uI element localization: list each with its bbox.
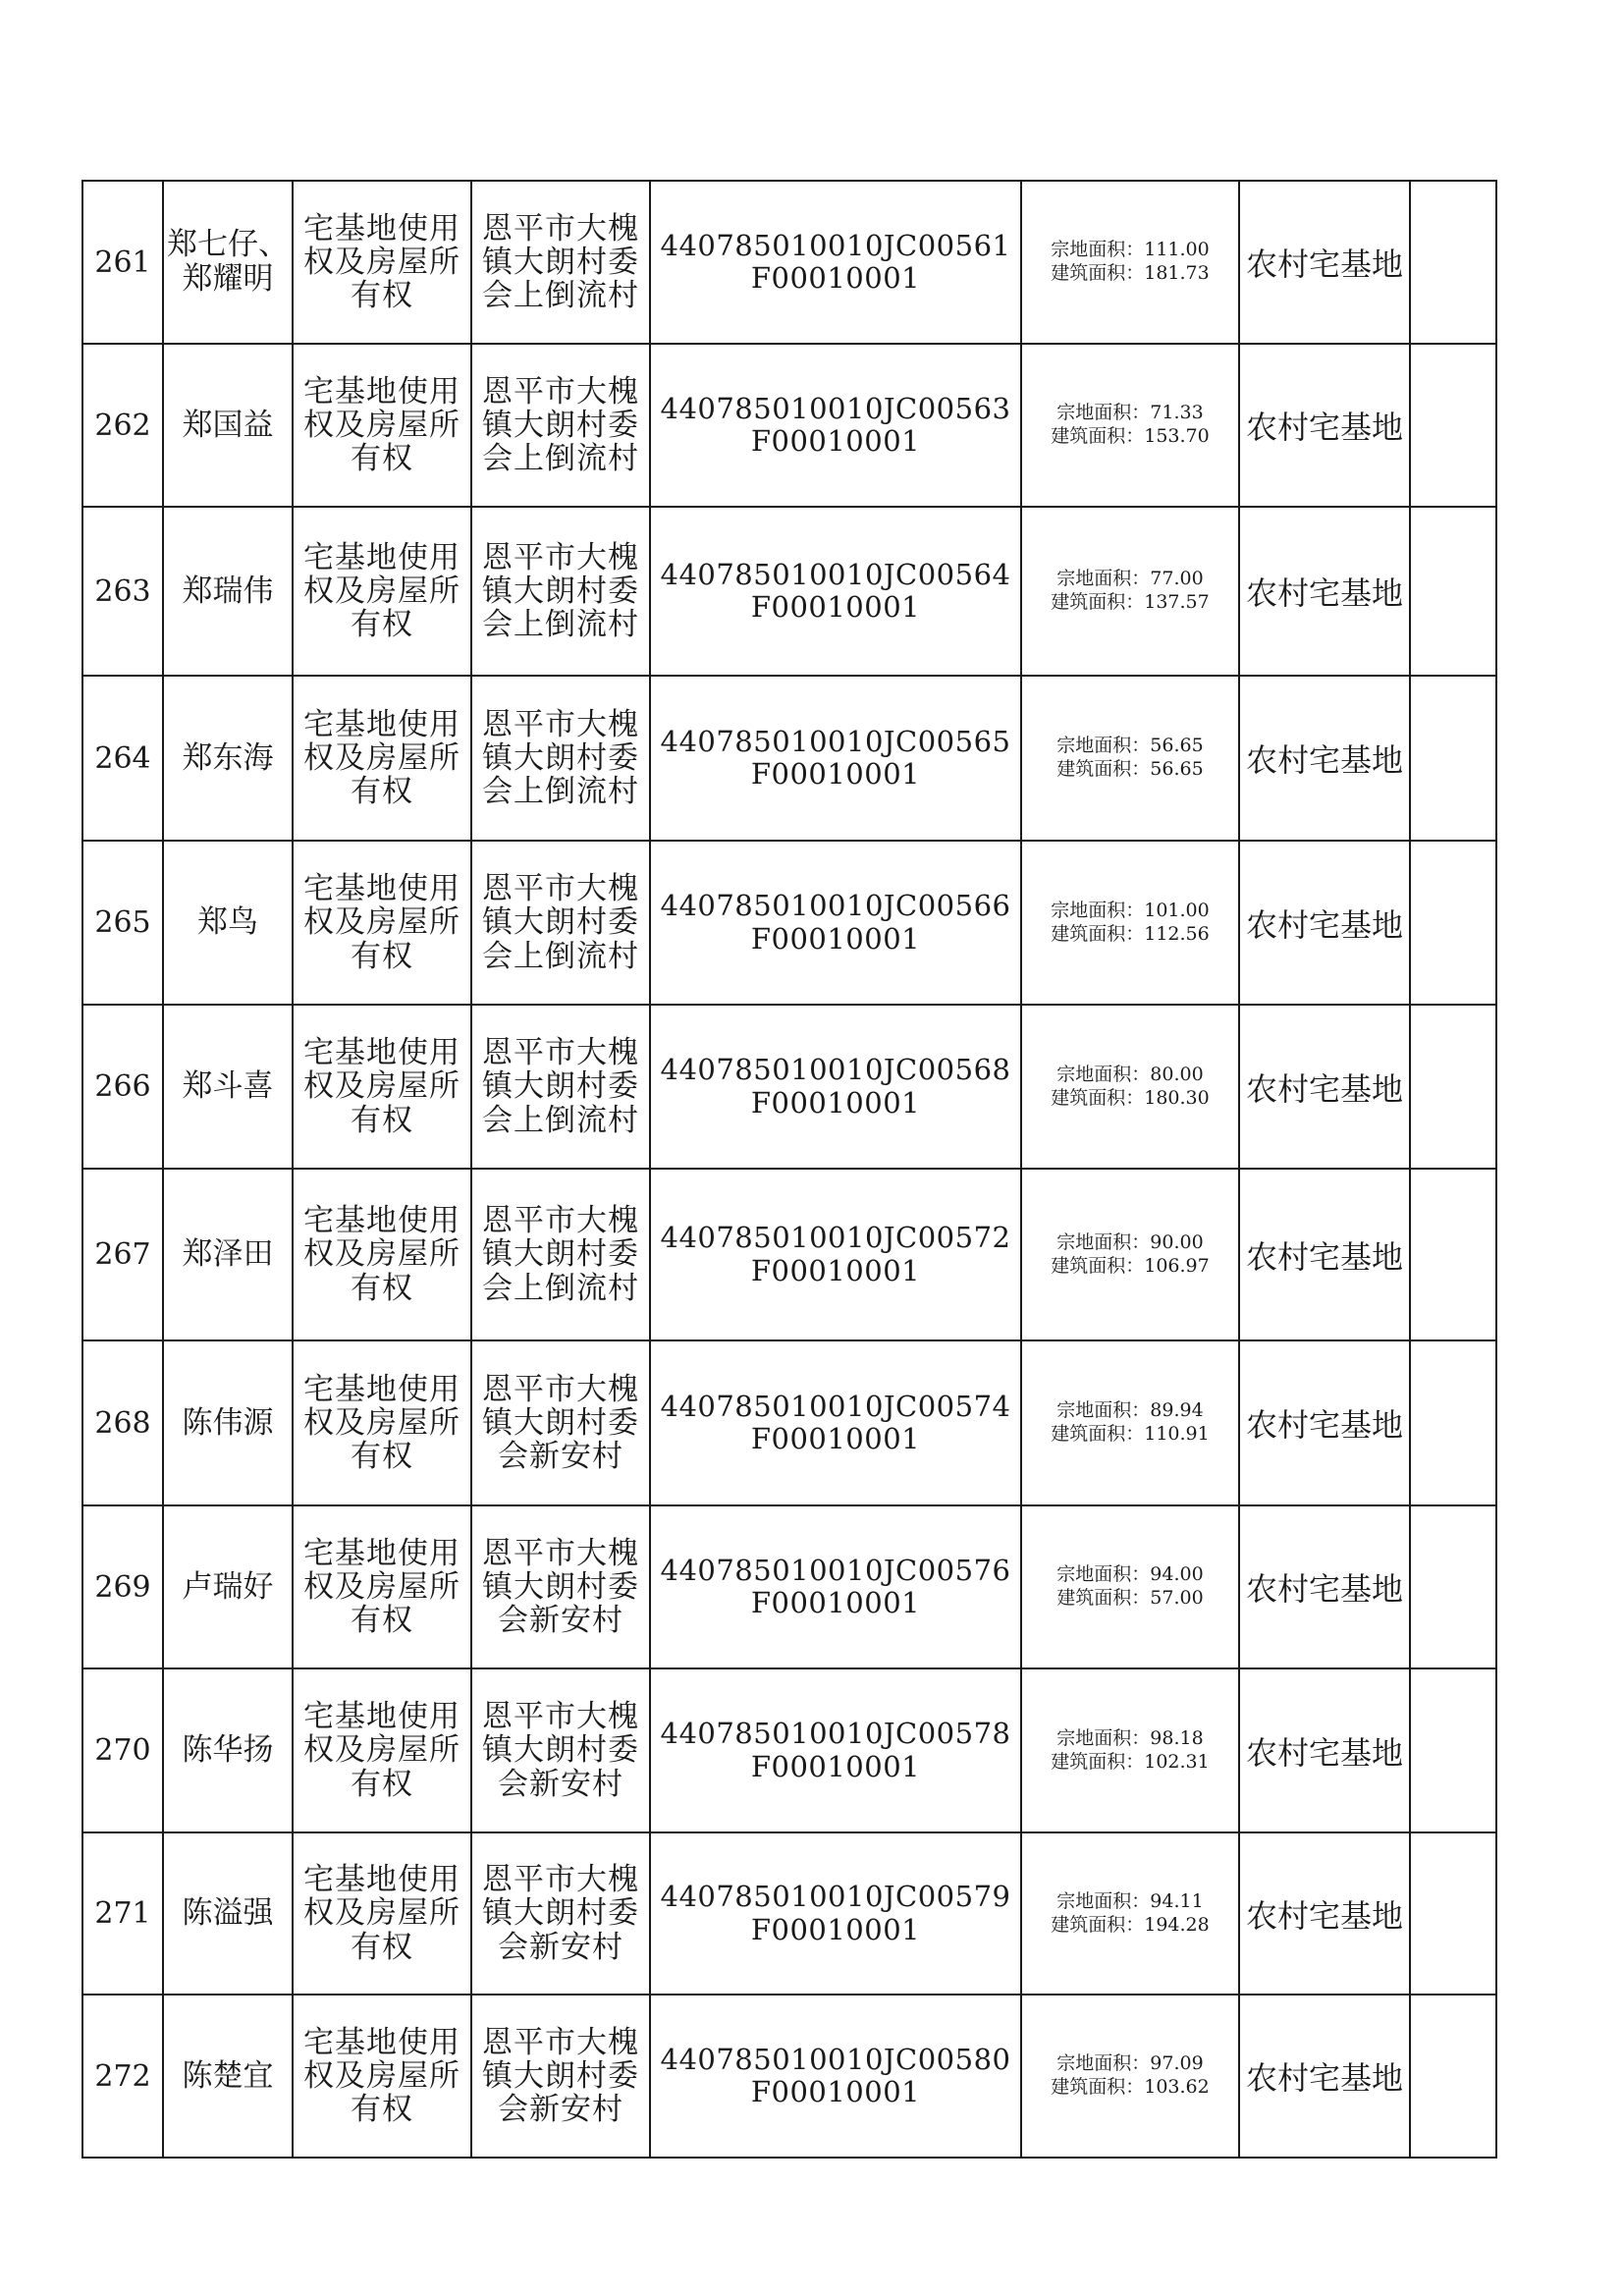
- row-number: 268: [82, 1340, 163, 1505]
- land-area: 宗地面积：80.00: [1056, 1063, 1204, 1085]
- row-number: 267: [82, 1169, 163, 1340]
- table-row: [82, 1005, 1496, 1169]
- area-cell: [1021, 841, 1239, 1005]
- right-type: 宅基地使用权及房屋所有权: [293, 1505, 471, 1668]
- land-area: 宗地面积：101.00: [1051, 899, 1210, 921]
- land-area: 宗地面积：77.00: [1056, 568, 1204, 590]
- row-number: 263: [82, 507, 163, 676]
- area-cell: [1021, 344, 1239, 507]
- land-use: 农村宅基地: [1239, 1668, 1410, 1832]
- owner-name: 陈溢强: [163, 1832, 293, 1995]
- land-use: 农村宅基地: [1239, 676, 1410, 841]
- remark: [1410, 1340, 1496, 1505]
- unit-code: 440785010010JC00566F00010001: [650, 841, 1021, 1005]
- building-area: 建筑面积：57.00: [1056, 1587, 1204, 1609]
- land-use: 农村宅基地: [1239, 1832, 1410, 1995]
- building-area: 建筑面积：180.30: [1051, 1086, 1210, 1109]
- unit-code: 440785010010JC00578F00010001: [650, 1668, 1021, 1832]
- table-row: [82, 1995, 1496, 2158]
- area-cell: [1021, 1995, 1239, 2158]
- right-type: 宅基地使用权及房屋所有权: [293, 344, 471, 507]
- owner-name: 卢瑞好: [163, 1505, 293, 1668]
- right-type: 宅基地使用权及房屋所有权: [293, 1340, 471, 1505]
- unit-code: 440785010010JC00565F00010001: [650, 676, 1021, 841]
- remark: [1410, 841, 1496, 1005]
- right-type: 宅基地使用权及房屋所有权: [293, 1995, 471, 2158]
- owner-name: 陈伟源: [163, 1340, 293, 1505]
- remark: [1410, 1832, 1496, 1995]
- owner-name: 郑鸟: [163, 841, 293, 1005]
- remark: [1410, 1995, 1496, 2158]
- building-area: 建筑面积：194.28: [1051, 1913, 1210, 1936]
- owner-name: 郑斗喜: [163, 1005, 293, 1169]
- land-use: 农村宅基地: [1239, 841, 1410, 1005]
- right-type: 宅基地使用权及房屋所有权: [293, 676, 471, 841]
- unit-code: 440785010010JC00580F00010001: [650, 1995, 1021, 2158]
- property-location: 恩平市大槐镇大朗村委会上倒流村: [471, 1005, 650, 1169]
- remark: [1410, 676, 1496, 841]
- property-location: 恩平市大槐镇大朗村委会上倒流村: [471, 344, 650, 507]
- area-cell: [1021, 1832, 1239, 1995]
- property-location: 恩平市大槐镇大朗村委会新安村: [471, 1832, 650, 1995]
- building-area: 建筑面积：102.31: [1051, 1750, 1210, 1773]
- land-area: 宗地面积：94.00: [1056, 1563, 1204, 1586]
- table-row: [82, 1340, 1496, 1505]
- property-location: 恩平市大槐镇大朗村委会新安村: [471, 1668, 650, 1832]
- property-location: 恩平市大槐镇大朗村委会上倒流村: [471, 181, 650, 344]
- row-number: 270: [82, 1668, 163, 1832]
- property-location: 恩平市大槐镇大朗村委会上倒流村: [471, 676, 650, 841]
- row-number: 266: [82, 1005, 163, 1169]
- table-row: [82, 1668, 1496, 1832]
- remark: [1410, 1505, 1496, 1668]
- land-area: 宗地面积：94.11: [1056, 1889, 1204, 1912]
- property-location: 恩平市大槐镇大朗村委会新安村: [471, 1340, 650, 1505]
- right-type: 宅基地使用权及房屋所有权: [293, 181, 471, 344]
- owner-name: 陈华扬: [163, 1668, 293, 1832]
- area-cell: [1021, 1340, 1239, 1505]
- unit-code: 440785010010JC00572F00010001: [650, 1169, 1021, 1340]
- land-area: 宗地面积：90.00: [1056, 1230, 1204, 1253]
- land-area: 宗地面积：56.65: [1056, 735, 1204, 757]
- building-area: 建筑面积：153.70: [1051, 425, 1210, 447]
- building-area: 建筑面积：106.97: [1051, 1254, 1210, 1277]
- right-type: 宅基地使用权及房屋所有权: [293, 1832, 471, 1995]
- row-number: 262: [82, 344, 163, 507]
- row-number: 269: [82, 1505, 163, 1668]
- building-area: 建筑面积：112.56: [1051, 922, 1210, 945]
- right-type: 宅基地使用权及房屋所有权: [293, 841, 471, 1005]
- remark: [1410, 181, 1496, 344]
- row-number: 271: [82, 1832, 163, 1995]
- table-row: [82, 1832, 1496, 1995]
- owner-name: 郑泽田: [163, 1169, 293, 1340]
- property-location: 恩平市大槐镇大朗村委会上倒流村: [471, 841, 650, 1005]
- row-number: 261: [82, 181, 163, 344]
- building-area: 建筑面积：56.65: [1056, 758, 1204, 780]
- land-use: 农村宅基地: [1239, 1995, 1410, 2158]
- land-use: 农村宅基地: [1239, 1340, 1410, 1505]
- building-area: 建筑面积：181.73: [1051, 262, 1210, 284]
- area-cell: [1021, 507, 1239, 676]
- table-row: [82, 507, 1496, 676]
- table-row: [82, 1505, 1496, 1668]
- right-type: 宅基地使用权及房屋所有权: [293, 1668, 471, 1832]
- owner-name: 郑东海: [163, 676, 293, 841]
- land-use: 农村宅基地: [1239, 1005, 1410, 1169]
- land-use: 农村宅基地: [1239, 344, 1410, 507]
- area-cell: [1021, 1005, 1239, 1169]
- right-type: 宅基地使用权及房屋所有权: [293, 507, 471, 676]
- land-area: 宗地面积：98.18: [1056, 1726, 1204, 1749]
- right-type: 宅基地使用权及房屋所有权: [293, 1005, 471, 1169]
- land-use: 农村宅基地: [1239, 1169, 1410, 1340]
- owner-name: 郑国益: [163, 344, 293, 507]
- land-area: 宗地面积：97.09: [1056, 2052, 1204, 2075]
- unit-code: 440785010010JC00574F00010001: [650, 1340, 1021, 1505]
- remark: [1410, 1169, 1496, 1340]
- area-cell: [1021, 181, 1239, 344]
- property-location: 恩平市大槐镇大朗村委会新安村: [471, 1995, 650, 2158]
- building-area: 建筑面积：110.91: [1051, 1423, 1210, 1445]
- property-location: 恩平市大槐镇大朗村委会上倒流村: [471, 1169, 650, 1340]
- right-type: 宅基地使用权及房屋所有权: [293, 1169, 471, 1340]
- area-cell: [1021, 676, 1239, 841]
- table-row: [82, 181, 1496, 344]
- table-row: [82, 344, 1496, 507]
- remark: [1410, 507, 1496, 676]
- row-number: 272: [82, 1995, 163, 2158]
- table-row: [82, 676, 1496, 841]
- remark: [1410, 1005, 1496, 1169]
- land-area: 宗地面积：71.33: [1056, 402, 1204, 424]
- area-cell: [1021, 1169, 1239, 1340]
- land-use: 农村宅基地: [1239, 507, 1410, 676]
- building-area: 建筑面积：103.62: [1051, 2076, 1210, 2098]
- property-location: 恩平市大槐镇大朗村委会上倒流村: [471, 507, 650, 676]
- land-use: 农村宅基地: [1239, 181, 1410, 344]
- area-cell: [1021, 1505, 1239, 1668]
- land-area: 宗地面积：111.00: [1051, 239, 1210, 261]
- unit-code: 440785010010JC00568F00010001: [650, 1005, 1021, 1169]
- owner-name: 郑瑞伟: [163, 507, 293, 676]
- land-area: 宗地面积：89.94: [1056, 1399, 1204, 1422]
- property-location: 恩平市大槐镇大朗村委会新安村: [471, 1505, 650, 1668]
- owner-name: 郑七仔、郑耀明: [163, 181, 293, 344]
- unit-code: 440785010010JC00579F00010001: [650, 1832, 1021, 1995]
- row-number: 265: [82, 841, 163, 1005]
- table-row: [82, 841, 1496, 1005]
- unit-code: 440785010010JC00564F00010001: [650, 507, 1021, 676]
- registration-table: [81, 180, 1497, 2159]
- land-use: 农村宅基地: [1239, 1505, 1410, 1668]
- unit-code: 440785010010JC00576F00010001: [650, 1505, 1021, 1668]
- remark: [1410, 344, 1496, 507]
- unit-code: 440785010010JC00561F00010001: [650, 181, 1021, 344]
- unit-code: 440785010010JC00563F00010001: [650, 344, 1021, 507]
- building-area: 建筑面积：137.57: [1051, 591, 1210, 613]
- row-number: 264: [82, 676, 163, 841]
- owner-name: 陈楚宜: [163, 1995, 293, 2158]
- area-cell: [1021, 1668, 1239, 1832]
- table-row: [82, 1169, 1496, 1340]
- remark: [1410, 1668, 1496, 1832]
